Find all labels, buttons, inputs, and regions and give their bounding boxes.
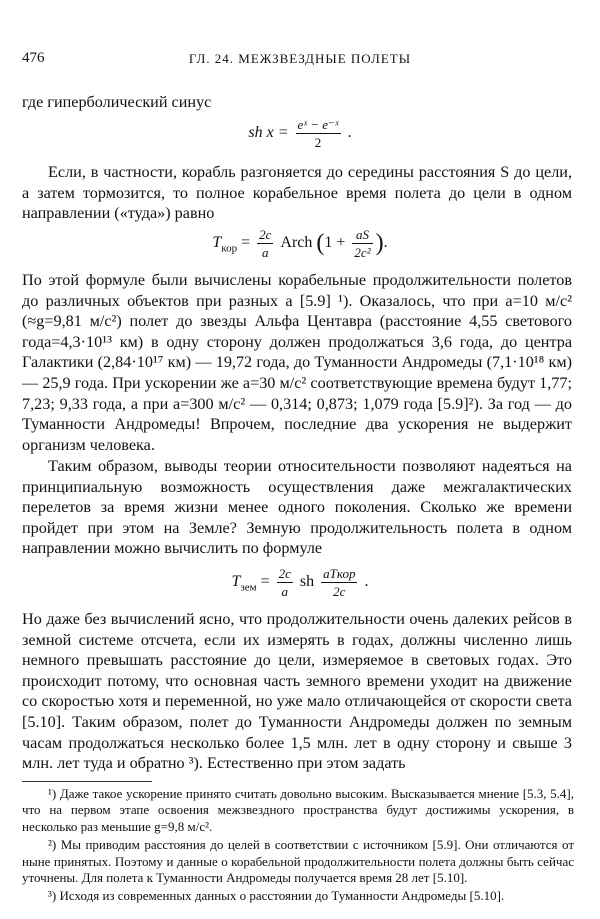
running-title: ГЛ. 24. МЕЖЗВЕЗДНЫЕ ПОЛЕТЫ bbox=[188, 51, 412, 66]
formula-sinh-tail: . bbox=[347, 124, 352, 142]
paragraph-4 bbox=[22, 609, 572, 774]
formula-sinh-lhs: sh x = bbox=[248, 124, 289, 142]
intro-text: где гиперболический синус bbox=[22, 93, 212, 111]
paragraph-1 bbox=[22, 162, 572, 224]
paragraph-2-text: По этой формуле были вычислены корабельные продолжительности полетов до различных объектов при разных a [5.9] ¹). Оказалось, что при a=10 м/с² (≈g=9,81 м/с²) полет до звезды Альфа Центавра (расстояние 4,55 светового года=4,3·10¹³ км) в одну сторону должен продолжаться 3,6 года, до центра Галактики (2,84·10¹⁷ км) — 19,72 года, до Туманности Андромеды (7,1·10¹⁸ км) — 25,9 года. При ускорении же a=30 м/с² соответствующие времена будут 1,77; 7,23; 9,33 года, а при a=300 м/с² — 0,314; 0,873; 1,079 года [5.9]²). За год — до Туманности Андромеды! Впрочем, последние два ускорения не выдержит организм человека. bbox=[22, 271, 572, 454]
page-header bbox=[22, 50, 578, 72]
page-number: 476 bbox=[22, 50, 45, 66]
formula-earth-tail: . bbox=[364, 573, 369, 591]
formula-earth-num2: aTкор bbox=[323, 566, 356, 581]
footnote-rule bbox=[22, 781, 152, 782]
formula-sinh bbox=[0, 116, 600, 151]
formula-sinh-denominator: 2 bbox=[314, 135, 322, 150]
formula-earth-fraction-2 bbox=[321, 565, 357, 600]
formula-earth-den1: a bbox=[281, 584, 289, 599]
paragraph-1-text: Если, в частности, корабль разгоняется до середины расстояния S до цели, а затем тормозится, то полное корабельное время полета до цели в одном направлении («туда») равно bbox=[22, 163, 572, 223]
formula-ship-one-plus: 1 + bbox=[324, 234, 346, 252]
formula-ship-fraction-1 bbox=[257, 226, 273, 261]
formula-ship-rpar: ) bbox=[375, 230, 384, 256]
formula-earth-num1: 2c bbox=[278, 566, 291, 581]
formula-ship-lpar: ( bbox=[316, 230, 325, 256]
formula-ship-tail: . bbox=[383, 234, 388, 252]
formula-ship-fraction-2 bbox=[352, 226, 372, 261]
formula-earth-fraction-1 bbox=[277, 565, 293, 600]
formula-ship-time bbox=[0, 226, 600, 261]
footnotes bbox=[22, 786, 574, 907]
footnote-2: ²) Мы приводим расстояния до целей в соответствии с источником [5.9]. Они отличаются от ныне принятых. Поэтому и данные о корабельной продолжительности полета должны быть сейчас уточнены. Для полета к Туманности Андромеды получается время 28 лет [5.10]. bbox=[22, 837, 574, 886]
formula-sinh-numerator: eˣ − e⁻ˣ bbox=[297, 117, 339, 132]
formula-ship-den2: 2c² bbox=[354, 245, 371, 260]
formula-earth-lhs-sub: зем bbox=[240, 581, 257, 594]
formula-ship-lhs-sub: кор bbox=[221, 242, 238, 255]
formula-ship-lhs: T bbox=[212, 234, 222, 252]
footnote-3: ³) Исходя из современных данных о расстоянии до Туманности Андромеды [5.10]. bbox=[48, 888, 505, 904]
intro-line bbox=[22, 92, 572, 113]
formula-earth-lhs: T bbox=[231, 573, 241, 591]
formula-earth-time bbox=[0, 565, 600, 600]
paragraph-3-text: Таким образом, выводы теории относительности позволяют надеяться на принципиальную возможность осуществления даже межгалактических перелетов за время жизни менее одного поколения. Сколько же времени пройдет при этом на Земле? Земную продолжительность полета в одном направлении можно вычислить по формуле bbox=[22, 457, 572, 558]
formula-earth-func: sh bbox=[299, 573, 315, 591]
formula-earth-eq: = bbox=[260, 573, 270, 591]
formula-sinh-fraction bbox=[296, 116, 341, 151]
formula-ship-num1: 2c bbox=[259, 227, 272, 242]
formula-ship-num2: aS bbox=[352, 226, 372, 244]
formula-ship-func: Arch bbox=[280, 234, 313, 252]
paragraph-3 bbox=[22, 456, 572, 559]
paragraph-2 bbox=[22, 270, 572, 455]
footnote-1: ¹) Даже такое ускорение принято считать довольно высоким. Высказывается мнение [5.3, 5.4], что на первом этапе освоения межзвездного пространства будут достижимы ускорения, в несколько раз меньшие g=9,8 м/с². bbox=[22, 786, 574, 834]
formula-ship-den1: a bbox=[262, 245, 269, 260]
paragraph-4-text: Но даже без вычислений ясно, что продолжительности очень далеких рейсов в земной системе отсчета, если их измерять в годах, должны численно лишь немного превышать расстояние до цели, измеряемое в световых годах. Это происходит потому, что основная часть земного времени уходит на движение со скоростью хотя и переменной, но уже мало отличающейся от скорости света [5.10]. Таким образом, полет до Туманности Андромеды должен по земным часам продолжаться несколько более 1,5 млн. лет в одну сторону и свыше 3 млн. лет туда и обратно ³). Естественно при этом задать bbox=[22, 610, 572, 773]
formula-earth-den2: 2c bbox=[333, 584, 346, 599]
formula-ship-eq: = bbox=[241, 234, 251, 252]
